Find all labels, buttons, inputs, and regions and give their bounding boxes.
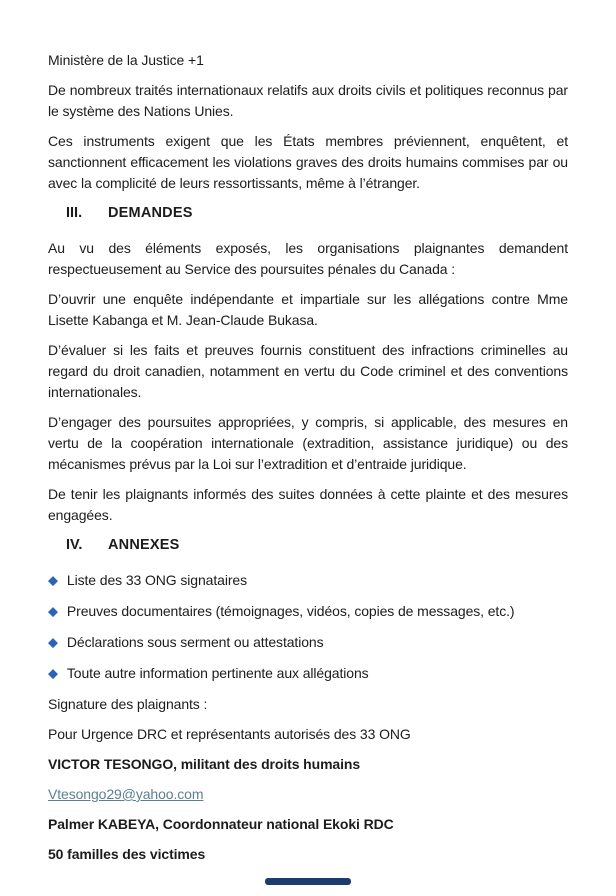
section-heading-demandes [48, 203, 568, 224]
paragraph-traites: De nombreux traités internationaux relatifs aux droits civils et politiques reconnus par le système des Nations Unies. [48, 82, 568, 119]
annex-list [48, 570, 568, 684]
section-number-demandes: III. [66, 205, 83, 221]
diamond-bullet-icon: ◆ [48, 603, 58, 619]
paragraph-au-vu: Au vu des éléments exposés, les organisations plaignantes demandent respectueusement au Service des poursuites pénales du Canada : [48, 240, 568, 277]
paragraph-ministere: Ministère de la Justice +1 [48, 52, 204, 68]
diamond-bullet-icon: ◆ [48, 572, 58, 588]
list-item-label: Preuves documentaires (témoignages, vidéos, copies de messages, etc.) [66, 603, 515, 619]
section-heading-annexes [48, 535, 568, 556]
list-item [48, 663, 568, 684]
diamond-bullet-icon: ◆ [48, 665, 58, 681]
paragraph-ouvrir-enquete: D’ouvrir une enquête indépendante et impartiale sur les allégations contre Mme Lisette Kabanga et M. Jean-Claude Bukasa. [48, 291, 568, 328]
signer-victor-tesongo: VICTOR TESONGO, militant des droits humains [48, 756, 361, 772]
list-item [48, 632, 568, 653]
paragraph-evaluer-faits: D’évaluer si les faits et preuves fournis constituent des infractions criminelles au regard du droit canadien, notamment en vertu du Code criminel et des conventions internationales. [48, 342, 568, 400]
diamond-bullet-icon: ◆ [48, 634, 58, 650]
section-title-annexes: ANNEXES [108, 537, 180, 553]
email-link[interactable]: Vtesongo29@yahoo.com [48, 786, 204, 802]
email-line [48, 784, 568, 805]
list-item-label: Toute autre information pertinente aux allégations [66, 665, 369, 681]
signature-for-line: Pour Urgence DRC et représentants autorisés des 33 ONG [48, 726, 411, 742]
signature-label: Signature des plaignants : [48, 696, 208, 712]
paragraph-engager-poursuites: D’engager des poursuites appropriées, y compris, si applicable, des mesures en vertu de la coopération internationale (extradition, assistance juridique) ou des mécanismes prévus par la Loi sur l’extradition et d’entraide juridique. [48, 414, 568, 472]
section-title-demandes: DEMANDES [108, 205, 193, 221]
signer-familles-victimes: 50 familles des victimes [48, 846, 206, 862]
paragraph-tenir-informes: De tenir les plaignants informés des suites données à cette plainte et des mesures engagées. [48, 486, 568, 523]
page-bottom-bar [265, 878, 351, 885]
list-item [48, 570, 568, 591]
paragraph-instruments: Ces instruments exigent que les États membres préviennent, enquêtent, et sanctionnent efficacement les violations graves des droits humains commises par ou avec la complicité de leurs ressortissants, même à l’étranger. [48, 133, 568, 191]
list-item-label: Déclarations sous serment ou attestations [66, 634, 324, 650]
list-item-label: Liste des 33 ONG signataires [66, 572, 247, 588]
list-item [48, 601, 568, 622]
signer-palmer-kabeya: Palmer KABEYA, Coordonnateur national Ekoki RDC [48, 816, 394, 832]
section-number-annexes: IV. [66, 537, 83, 553]
